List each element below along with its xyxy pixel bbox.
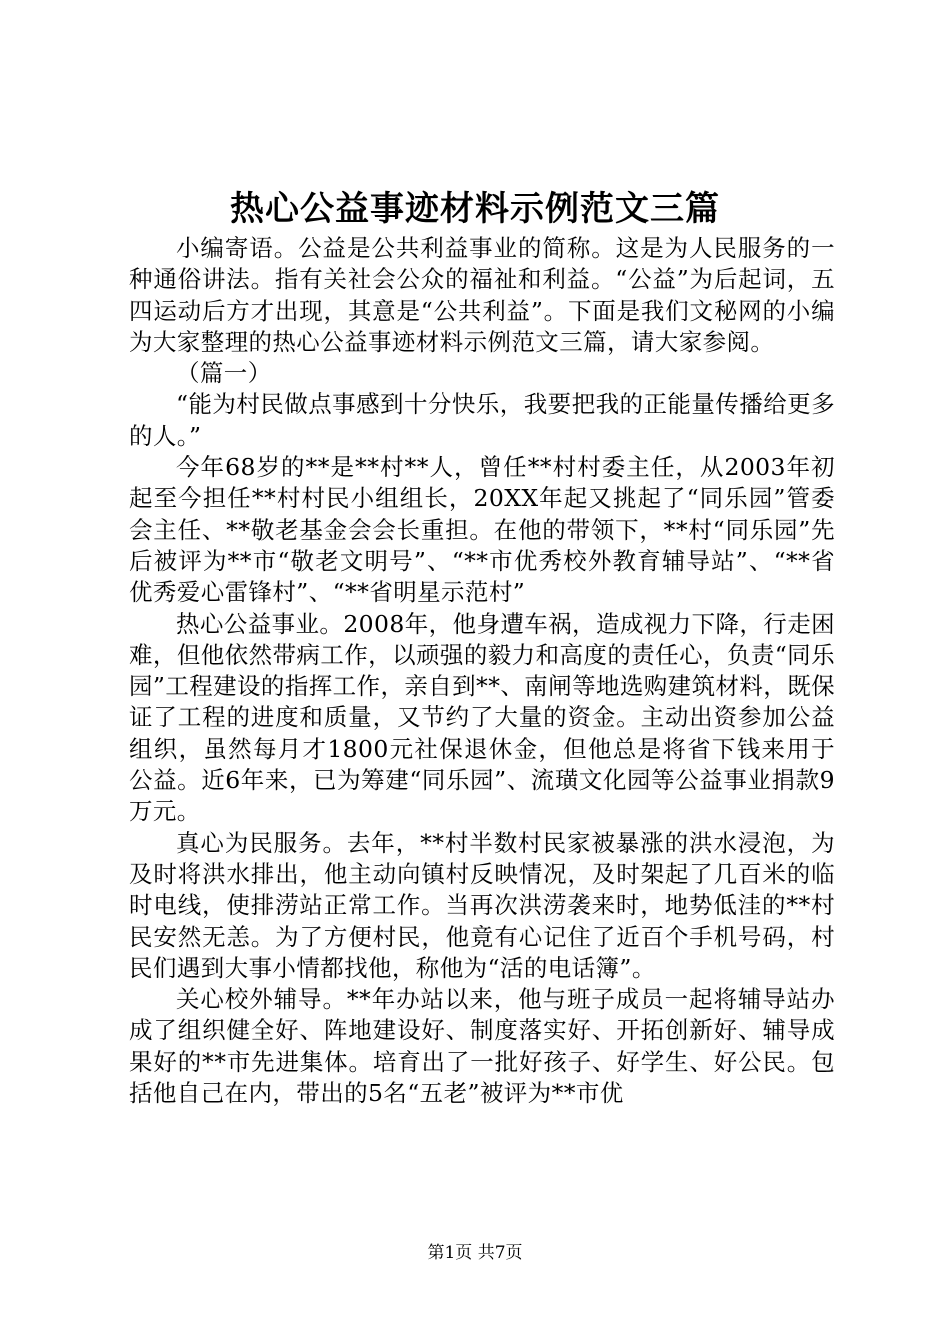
paragraph-profile: 今年68岁的**是**村**人，曾任**村村委主任，从2003年初起至今担任**村村民小组组长，20XX年起又挑起了“同乐园”管委会主任、**敬老基金会会长重担。在他的带领下，**村“同乐园”先后被评为**市“敬老文明号”、“**市优秀校外教育辅导站”、“**省优秀爱心雷锋村”、“**省明星示范村” <box>129 453 835 607</box>
document-body <box>129 233 835 1109</box>
paragraph-tutoring: 关心校外辅导。**年办站以来，他与班子成员一起将辅导站办成了组织健全好、阵地建设好、制度落实好、开拓创新好、辅导成果好的**市先进集体。培育出了一批好孩子、好学生、好公民。包括他自己在内，带出的5名“五老”被评为**市优 <box>129 985 835 1108</box>
document-title: 热心公益事迹材料示例范文三篇 <box>230 189 720 229</box>
paragraph-serve-people: 真心为民服务。去年，**村半数村民家被暴涨的洪水浸泡，为及时将洪水排出，他主动向镇村反映情况，及时架起了几百米的临时电线，使排涝站正常工作。当再次洪涝袭来时，地势低洼的**村民安然无恙。为了方便村民，他竟有心记住了近百个手机号码，村民们遇到大事小情都找他，称他为“活的电话簿”。 <box>129 828 835 982</box>
paragraph-public-welfare: 热心公益事业。2008年，他身遭车祸，造成视力下降，行走困难，但他依然带病工作，以顽强的毅力和高度的责任心，负责“同乐园”工程建设的指挥工作，亲自到**、南闸等地选购建筑材料，既保证了工程的进度和质量，又节约了大量的资金。主动出资参加公益组织，虽然每月才1800元社保退休金，但他总是将省下钱来用于公益。近6年来，已为筹建“同乐园”、流璜文化园等公益事业捐款9万元。 <box>129 609 835 826</box>
section-heading: （篇一） <box>176 359 272 388</box>
page-number: 第1页 共7页 <box>427 1243 523 1263</box>
paragraph-quote: “能为村民做点事感到十分快乐，我要把我的正能量传播给更多的人。” <box>129 390 835 450</box>
paragraph-intro: 小编寄语。公益是公共利益事业的简称。这是为人民服务的一种通俗讲法。指有关社会公众的福祉和利益。“公益”为后起词，五四运动后方才出现，其意是“公共利益”。下面是我们文秘网的小编为大家整理的热心公益事迹材料示例范文三篇，请大家参阅。 <box>129 234 835 356</box>
